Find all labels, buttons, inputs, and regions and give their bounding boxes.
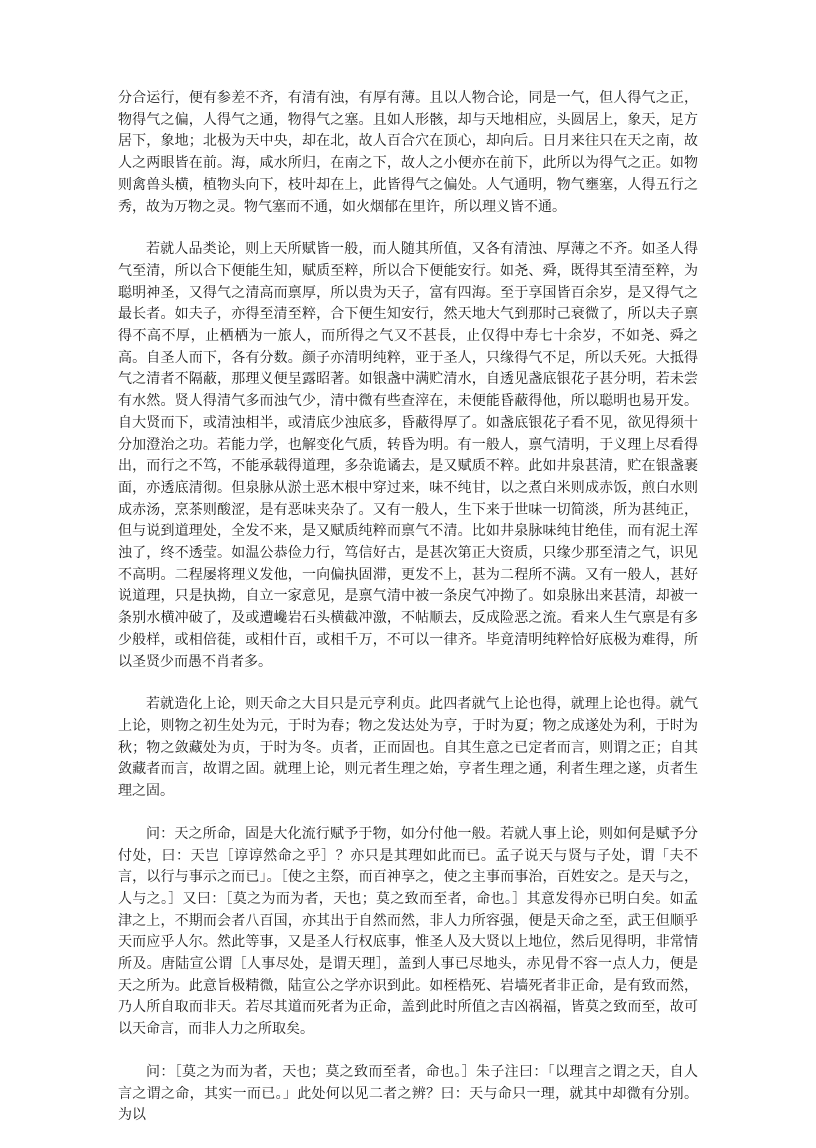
paragraph-4: 问：天之所命，固是大化流行赋予于物，如分付他一般。若就人事上论，则如何是赋予分付处，曰：天岂［谆谆然命之乎］？亦只是其理如此而已。孟子说天与贤与子处，谓「夫不言，以行与事示之而已」。［使之主祭，而百神享之，使之主事而事治，百姓安之。是天与之，人与之。］又曰：［莫之为而为者，天也；莫之致而至者，命也。］其意发得亦已明白矣。如孟津之上，不期而会者八百国，亦其出于自然而然，非人力所容强，便是天命之至，武王但顺乎天而应乎人尔。然此等事，又是圣人行权底事，惟圣人及大贤以上地位，然后见得明，非常情所及。唐陆宣公谓［人事尽处，是谓天理］，盖到人事已尽地头，赤见骨不容一点人力，便是天之所为。此意旨极精微，陆宣公之学亦识到此。如桎梏死、岩墙死者非正命，是有致而然，乃人所自取而非天。若尽其道而死者为正命，盖到此时所值之吉凶祸福，皆莫之致而至，故可以天命言，而非人力之所取矣。 [118,825,698,1038]
paragraph-1: 分合运行，便有参差不齐，有清有浊，有厚有薄。且以人物合论，同是一气，但人得气之正，物得气之偏，人得气之通，物得气之塞。且如人形骸，却与天地相应，头圆居上，象天，足方居下，象地；北极为天中央，却在北，故人百合穴在顶心，却向后。日月来往只在天之南，故人之两眼皆在前。海，咸水所归，在南之下，故人之小便亦在前下，此所以为得气之正。如物则禽兽头横，植物头向下，枝叶却在上，此皆得气之偏处。人气通明，物气壅塞，人得五行之秀，故为万物之灵。物气塞而不通，如火烟郁在里许，所以理义皆不通。 [118,90,698,215]
paragraph-3: 若就造化上论，则天命之大目只是元亨利贞。此四者就气上论也得，就理上论也得。就气上论，则物之初生处为元，于时为春；物之发达处为亨，于时为夏；物之成遂处为利，于时为秋；物之敛藏处为贞，于时为冬。贞者，正而固也。自其生意之已定者而言，则谓之正；自其敛藏者而言，故谓之固。就理上论，则元者生理之始，亨者生理之通，利者生理之遂，贞者生理之固。 [118,696,698,800]
paragraph-5: 问：［莫之为而为者，天也；莫之致而至者，命也。］朱子注曰：「以理言之谓之天，自人言之谓之命，其实一而已。」此处何以见二者之辨？曰：天与命只一理，就其中却微有分别。为以 [118,1063,698,1124]
document-page [118,88,698,1148]
paragraph-2: 若就人品类论，则上天所赋皆一般，而人随其所值，又各有清浊、厚薄之不齐。如圣人得气至清，所以合下便能生知，赋质至粹，所以合下便能安行。如尧、舜，既得其至清至粹，为聪明神圣，又得气之清高而禀厚，所以贵为天子，富有四海。至于享国皆百余岁，是又得气之最长者。如夫子，亦得至清至粹，合下便生知安行，然天地大气到那时己衰微了，所以夫子禀得不高不厚，止栖栖为一旅人，而所得之气又不甚長，止仅得中寿七十余岁，不如尧、舜之高。自圣人而下，各有分数。颜子亦清明纯粹，亚于圣人，只缘得气不足，所以夭死。大抵得气之清者不隔蔽，那理义便呈露昭著。如银盏中满贮清水，自透见盏底银花子甚分明，若未尝有水然。贤人得清气多而浊气少，清中微有些查滓在，未便能昏蔽得他，所以聪明也易开发。自大贤而下，或清浊相半，或清底少浊底多，昏蔽得厚了。如盏底银花子看不见，欲见得须十分加澄治之功。若能力学，也解变化气质，转昏为明。有一般人，禀气清明，于义理上尽看得出，而行之不笃，不能承载得道理，多杂诡谲去，是又赋质不粹。此如井泉甚清，贮在银盏裹面，亦透底清彻。但泉脉从淤土恶木根中穿过来，味不纯甘，以之煮白米则成赤饭，煎白水则成赤汤，烹茶则酸涩，是有恶味夹杂了。又有一般人，生下来于世味一切简淡，所为甚纯正，但与说到道理处，全发不来，是又赋质纯粹而禀气不清。比如井泉脉味纯甘绝佳，而有泥土浑浊了，终不透莹。如温公恭俭力行，笃信好古，是甚次第正大资质，只缘少那至清之气，识见不高明。二程屡将理义发他，一向偏执固滞，更发不上，甚为二程所不满。又有一般人，甚好说道理，只是执拗，自立一家意见，是禀气清中被一条戾气冲拗了。如泉脉出来甚清，却被一条别水横冲破了，及或遭巉岩石头横截冲激，不帖顺去，反成险恶之流。看来人生气禀是有多少般样，或相倍蓰，或相什百，或相千万，不可以一律齐。毕竟清明纯粹恰好底极为难得，所以圣贤少而愚不肖者多。 [118,241,698,670]
